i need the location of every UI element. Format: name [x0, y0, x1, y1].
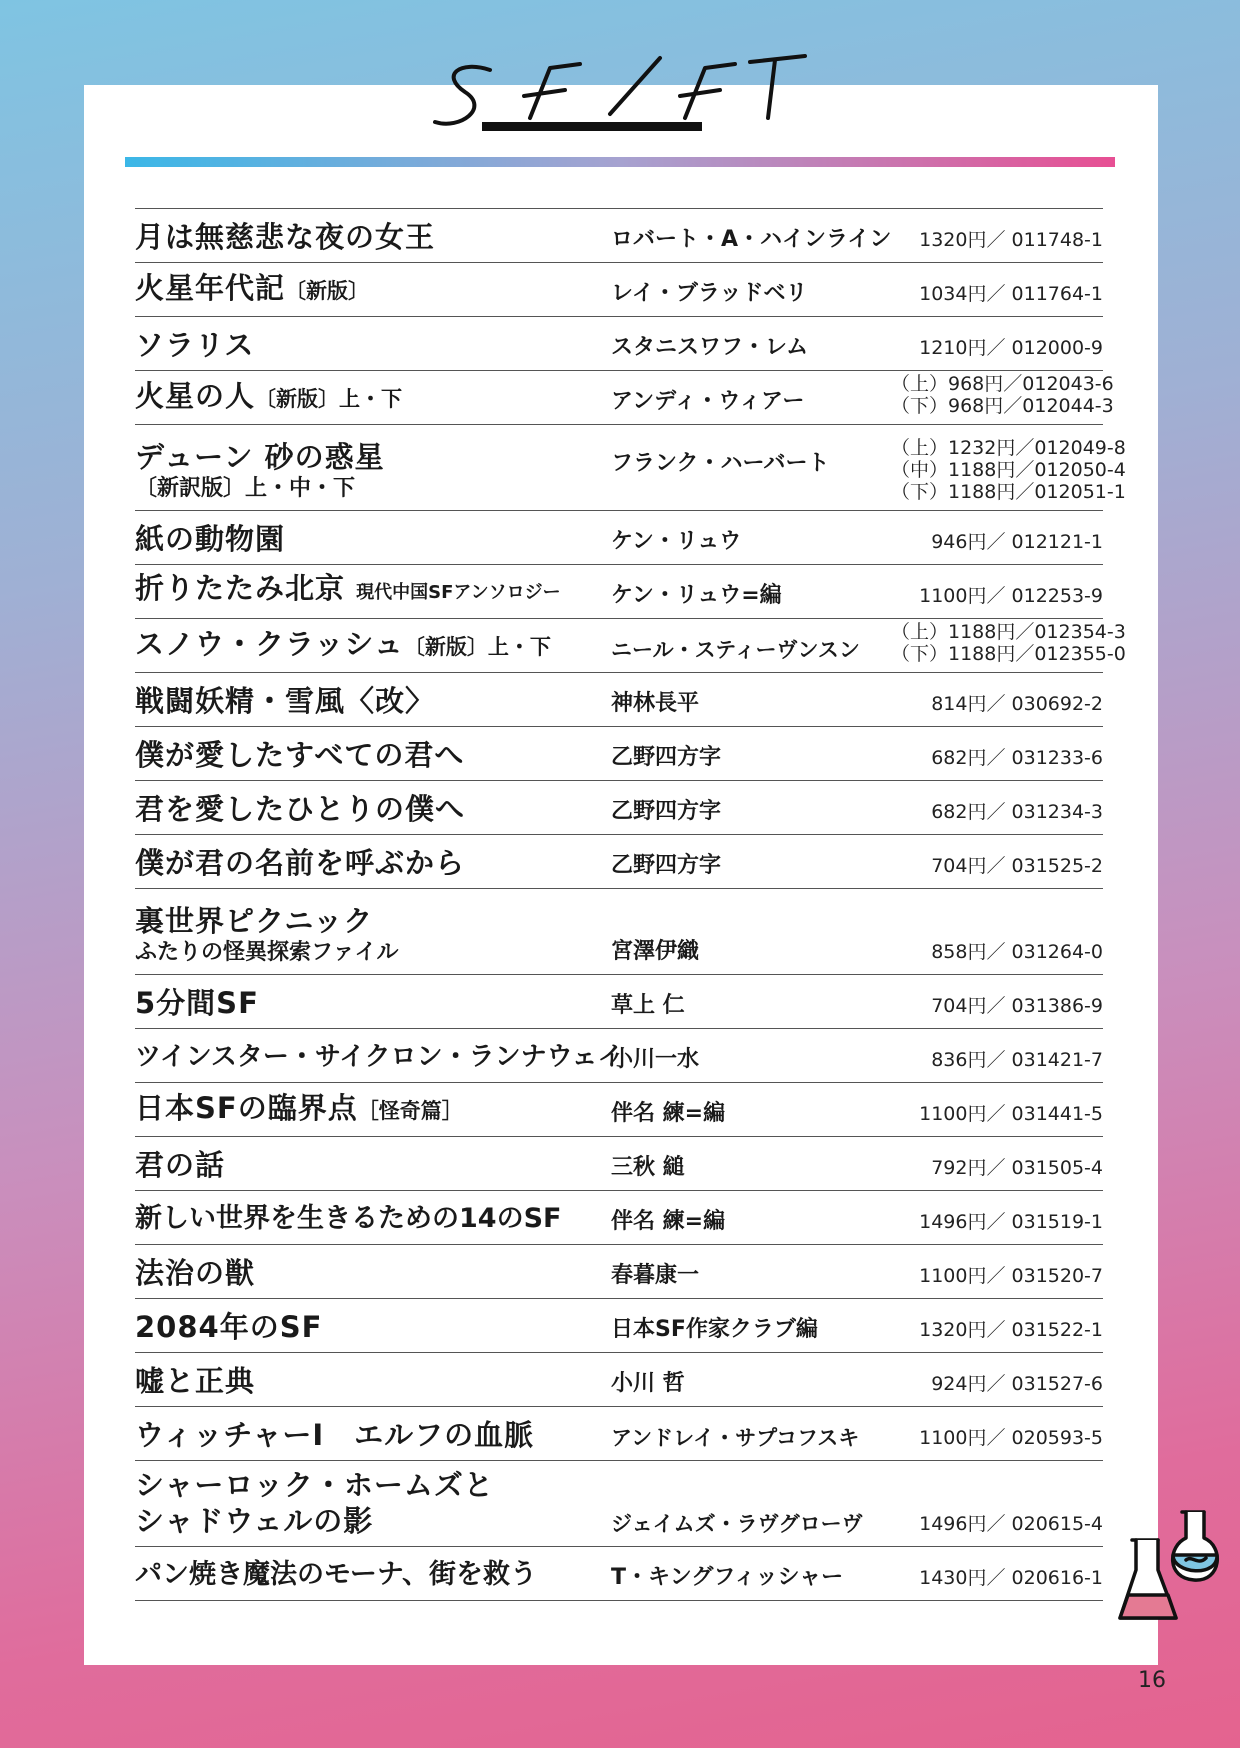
book-title: 2084年のSF	[135, 1310, 323, 1344]
book-row	[135, 1137, 1103, 1191]
section-heading	[420, 30, 820, 140]
book-row	[135, 1299, 1103, 1353]
book-price: （上）1232円／012049-8 （中）1188円／012050-4 （下）1188円／012051-1	[891, 437, 1126, 503]
book-title-cell	[135, 439, 611, 503]
book-title-cell	[135, 791, 611, 827]
book-author: 神林長平	[611, 691, 700, 716]
book-price: 792円／ 031505-4	[931, 1157, 1103, 1179]
book-price: （上）968円／012043-6 （下）968円／012044-3	[891, 373, 1114, 417]
book-title: 僕が愛したすべての君へ	[135, 738, 465, 772]
book-title-cell	[135, 626, 611, 665]
book-title-cell	[135, 270, 611, 309]
book-row	[135, 371, 1114, 425]
book-title-cell	[135, 521, 611, 557]
book-author: 伴名 練=編	[611, 1101, 726, 1126]
book-row	[135, 317, 1103, 371]
book-author: 日本SF作家クラブ編	[611, 1317, 818, 1342]
book-author: 乙野四方字	[611, 799, 722, 824]
book-title-cell	[135, 903, 611, 967]
book-row	[135, 1407, 1103, 1461]
book-price: 1496円／ 031519-1	[919, 1211, 1103, 1233]
book-title-cell	[135, 1557, 611, 1593]
book-title: 日本SFの臨界点［怪奇篇］	[135, 1091, 463, 1125]
book-title: 火星年代記〔新版〕	[135, 271, 370, 305]
book-row	[135, 565, 1103, 619]
book-price: 1210円／ 012000-9	[919, 337, 1103, 359]
book-title-cell	[135, 570, 611, 611]
book-price: 1430円／ 020616-1	[919, 1567, 1103, 1589]
book-title-line2: シャドウェルの影	[135, 1504, 374, 1538]
book-title-cell	[135, 1147, 611, 1183]
book-price: 1100円／ 031441-5	[919, 1103, 1103, 1125]
book-title-cell	[135, 1417, 611, 1453]
book-title: 月は無慈悲な夜の女王	[135, 220, 436, 254]
book-price: 682円／ 031233-6	[931, 747, 1103, 769]
book-title: ソラリス	[135, 328, 255, 362]
book-row	[135, 1245, 1103, 1299]
book-title-cell	[135, 219, 611, 255]
book-author: ケン・リュウ	[611, 529, 742, 554]
book-price: 1100円／ 031520-7	[919, 1265, 1103, 1287]
page-number: 16	[1138, 1668, 1166, 1693]
accent-gradient-bar	[125, 157, 1115, 167]
flasks-icon	[1118, 1500, 1233, 1630]
book-title: シャーロック・ホームズと	[135, 1468, 494, 1502]
book-title: 君の話	[135, 1148, 226, 1182]
book-row	[135, 889, 1103, 975]
book-list	[135, 208, 1126, 1601]
book-row	[135, 1353, 1103, 1407]
book-author: ジェイムズ・ラヴグローヴ	[611, 1512, 863, 1536]
book-title: スノウ・クラッシュ〔新版〕上・下	[135, 627, 551, 661]
book-row	[135, 1461, 1103, 1547]
book-row	[135, 619, 1126, 673]
book-price: 704円／ 031386-9	[931, 995, 1103, 1017]
book-title: 戦闘妖精・雪風〈改〉	[135, 684, 436, 718]
book-title-cell	[135, 378, 611, 417]
book-title-cell	[135, 1363, 611, 1399]
book-author: T・キングフィッシャー	[611, 1565, 844, 1590]
book-author: 宮澤伊織	[611, 939, 700, 964]
book-row	[135, 209, 1103, 263]
book-price: 1100円／ 020593-5	[919, 1427, 1103, 1449]
book-row	[135, 1547, 1103, 1601]
book-title: 僕が君の名前を呼ぶから	[135, 846, 466, 880]
book-title-cell	[135, 845, 611, 881]
book-title-cell	[135, 1201, 611, 1237]
book-author: ケン・リュウ=編	[611, 583, 782, 608]
book-author: 乙野四方字	[611, 745, 722, 770]
book-title: 火星の人〔新版〕上・下	[135, 379, 403, 413]
book-title: ツインスター・サイクロン・ランナウェイ	[135, 1042, 624, 1072]
book-author: 草上 仁	[611, 993, 685, 1018]
book-title-cell	[135, 327, 611, 363]
book-title: 裏世界ピクニック	[135, 904, 374, 938]
book-row	[135, 1083, 1103, 1137]
book-title-cell	[135, 1255, 611, 1291]
book-author: アンディ・ウィアー	[611, 389, 805, 414]
book-row	[135, 835, 1103, 889]
book-author: 伴名 練=編	[611, 1209, 726, 1234]
book-row	[135, 1029, 1103, 1083]
book-row	[135, 1191, 1103, 1245]
book-price: 682円／ 031234-3	[931, 801, 1103, 823]
book-subtitle: 〔新訳版〕上・中・下	[135, 476, 356, 501]
book-row	[135, 727, 1103, 781]
book-title-cell	[135, 1090, 611, 1129]
book-author: 小川一水	[611, 1047, 700, 1072]
book-author: ロバート・A・ハインライン	[611, 227, 892, 252]
book-title: 新しい世界を生きるための14のSF	[135, 1203, 562, 1234]
book-author: 小川 哲	[611, 1371, 685, 1396]
book-price: （上）1188円／012354-3 （下）1188円／012355-0	[891, 621, 1126, 665]
book-price: 946円／ 012121-1	[931, 531, 1103, 553]
book-title-cell	[135, 985, 611, 1021]
book-price: 924円／ 031527-6	[931, 1373, 1103, 1395]
book-title-cell	[135, 1309, 611, 1345]
book-title: 嘘と正典	[135, 1364, 256, 1398]
book-author: 乙野四方字	[611, 853, 722, 878]
book-title: 紙の動物園	[135, 522, 286, 556]
book-author: アンドレイ・サプコフスキ	[611, 1426, 860, 1450]
book-price: 1320円／ 011748-1	[919, 229, 1103, 251]
book-author: レイ・ブラッドベリ	[611, 281, 808, 306]
book-author: スタニスワフ・レム	[611, 335, 809, 360]
book-row	[135, 263, 1103, 317]
book-title-cell	[135, 737, 611, 773]
book-price: 858円／ 031264-0	[931, 941, 1103, 963]
book-price: 704円／ 031525-2	[931, 855, 1103, 877]
book-price: 836円／ 031421-7	[931, 1049, 1103, 1071]
book-row	[135, 975, 1103, 1029]
book-price: 1496円／ 020615-4	[919, 1513, 1103, 1535]
book-author: ニール・スティーヴンスン	[611, 638, 860, 662]
book-author: 春暮康一	[611, 1263, 700, 1288]
book-title: パン焼き魔法のモーナ、街を救う	[135, 1559, 538, 1590]
book-title: 5分間SF	[135, 986, 259, 1020]
book-price: 814円／ 030692-2	[931, 693, 1103, 715]
sf-ft-logo	[420, 30, 820, 140]
book-author: 三秋 縋	[611, 1155, 685, 1180]
book-author: フランク・ハーバート	[611, 451, 830, 476]
book-title-cell	[135, 683, 611, 719]
book-title: 折りたたみ北京 現代中国SFアンソロジー	[135, 571, 561, 605]
book-price: 1100円／ 012253-9	[919, 585, 1103, 607]
book-subtitle: ふたりの怪異探索ファイル	[135, 940, 399, 965]
book-price: 1034円／ 011764-1	[919, 283, 1103, 305]
book-price: 1320円／ 031522-1	[919, 1319, 1103, 1341]
book-row	[135, 425, 1126, 511]
book-title: 法治の獣	[135, 1256, 256, 1290]
book-row	[135, 781, 1103, 835]
book-title: ウィッチャーⅠ エルフの血脈	[135, 1418, 535, 1452]
book-title: デューン 砂の惑星	[135, 440, 385, 474]
book-title: 君を愛したひとりの僕へ	[135, 792, 466, 826]
book-row	[135, 511, 1103, 565]
book-row	[135, 673, 1103, 727]
book-title-cell	[135, 1467, 611, 1539]
book-title-cell	[135, 1039, 624, 1075]
